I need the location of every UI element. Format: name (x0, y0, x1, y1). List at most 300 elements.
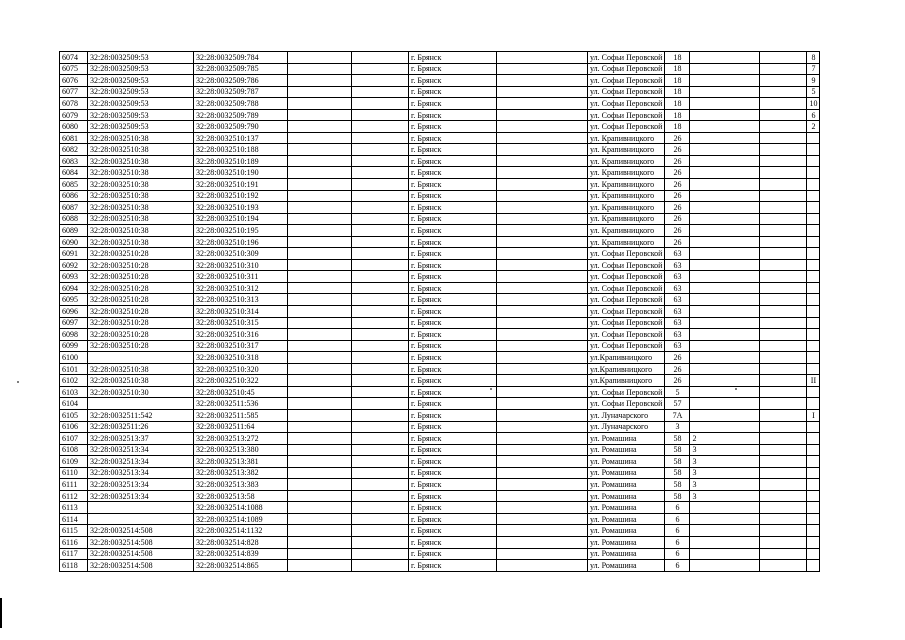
empty-cell (352, 444, 409, 456)
object-cadastral-number: 32:28:0032510:317 (194, 340, 288, 352)
empty-cell (288, 248, 352, 260)
building-cell (690, 513, 760, 525)
object-cadastral-number: 32:28:0032509:788 (194, 98, 288, 110)
parcel-cadastral-number: 32:28:0032510:38 (88, 375, 194, 387)
parcel-cadastral-number: 32:28:0032510:28 (88, 317, 194, 329)
city-cell: г. Брянск (409, 560, 497, 572)
street-cell: ул. Софьи Перовской (588, 398, 665, 410)
empty-cell (760, 271, 807, 283)
empty-cell (760, 363, 807, 375)
table-row (60, 259, 820, 271)
empty-cell (760, 398, 807, 410)
street-cell: ул. Крапивницкого (588, 179, 665, 191)
empty-cell (288, 190, 352, 202)
street-cell: ул. Софьи Перовской (588, 271, 665, 283)
empty-cell (760, 386, 807, 398)
empty-cell (352, 213, 409, 225)
flat-number-cell (807, 282, 820, 294)
city-cell: г. Брянск (409, 179, 497, 191)
object-cadastral-number: 32:28:0032510:195 (194, 225, 288, 237)
street-cell: ул. Софьи Перовской (588, 282, 665, 294)
object-cadastral-number: 32:28:0032509:786 (194, 75, 288, 87)
empty-cell (760, 375, 807, 387)
empty-cell (288, 502, 352, 514)
empty-cell (760, 155, 807, 167)
empty-cell (352, 86, 409, 98)
house-number-cell: 58 (665, 456, 690, 468)
flat-number-cell (807, 132, 820, 144)
building-cell (690, 340, 760, 352)
house-number-cell: 63 (665, 259, 690, 271)
house-number-cell: 63 (665, 294, 690, 306)
row-number: 6095 (60, 294, 88, 306)
row-number: 6103 (60, 386, 88, 398)
building-cell (690, 144, 760, 156)
empty-cell (352, 386, 409, 398)
street-cell: ул. Крапивницкого (588, 213, 665, 225)
empty-cell (760, 352, 807, 364)
empty-cell (497, 271, 588, 283)
empty-cell (497, 340, 588, 352)
row-number: 6108 (60, 444, 88, 456)
city-cell: г. Брянск (409, 317, 497, 329)
scan-speck (490, 388, 492, 390)
table-row (60, 502, 820, 514)
empty-cell (497, 398, 588, 410)
house-number-cell: 63 (665, 340, 690, 352)
building-cell: 3 (690, 479, 760, 491)
house-number-cell: 26 (665, 236, 690, 248)
city-cell: г. Брянск (409, 548, 497, 560)
empty-cell (352, 132, 409, 144)
empty-cell (352, 467, 409, 479)
house-number-cell: 7А (665, 409, 690, 421)
empty-cell (288, 306, 352, 318)
city-cell: г. Брянск (409, 433, 497, 445)
street-cell: ул. Ромашина (588, 560, 665, 572)
parcel-cadastral-number: 32:28:0032510:28 (88, 294, 194, 306)
row-number: 6094 (60, 282, 88, 294)
object-cadastral-number: 32:28:0032509:784 (194, 52, 288, 64)
parcel-cadastral-number: 32:28:0032510:38 (88, 236, 194, 248)
empty-cell (497, 444, 588, 456)
city-cell: г. Брянск (409, 467, 497, 479)
parcel-cadastral-number: 32:28:0032510:28 (88, 271, 194, 283)
row-number: 6100 (60, 352, 88, 364)
street-cell: ул. Софьи Перовской (588, 98, 665, 110)
table-row (60, 398, 820, 410)
empty-cell (288, 444, 352, 456)
empty-cell (288, 167, 352, 179)
street-cell: ул. Софьи Перовской (588, 86, 665, 98)
empty-cell (760, 525, 807, 537)
house-number-cell: 57 (665, 398, 690, 410)
empty-cell (352, 398, 409, 410)
table-row (60, 479, 820, 491)
street-cell: ул. Ромашина (588, 502, 665, 514)
empty-cell (760, 433, 807, 445)
parcel-cadastral-number: 32:28:0032510:38 (88, 155, 194, 167)
empty-cell (352, 190, 409, 202)
row-number: 6088 (60, 213, 88, 225)
flat-number-cell (807, 155, 820, 167)
property-register-table (59, 51, 820, 572)
object-cadastral-number: 32:28:0032510:310 (194, 259, 288, 271)
building-cell: 3 (690, 490, 760, 502)
row-number: 6105 (60, 409, 88, 421)
empty-cell (288, 52, 352, 64)
object-cadastral-number: 32:28:0032510:320 (194, 363, 288, 375)
house-number-cell: 26 (665, 202, 690, 214)
table-row (60, 525, 820, 537)
street-cell: ул. Крапивницкого (588, 155, 665, 167)
scan-speck (17, 381, 19, 383)
city-cell: г. Брянск (409, 444, 497, 456)
object-cadastral-number: 32:28:0032513:382 (194, 467, 288, 479)
table-row (60, 282, 820, 294)
empty-cell (497, 75, 588, 87)
house-number-cell: 58 (665, 444, 690, 456)
flat-number-cell (807, 190, 820, 202)
street-cell: ул. Софьи Перовской (588, 294, 665, 306)
empty-cell (760, 202, 807, 214)
table-row (60, 421, 820, 433)
empty-cell (352, 282, 409, 294)
house-number-cell: 63 (665, 306, 690, 318)
empty-cell (352, 167, 409, 179)
empty-cell (288, 548, 352, 560)
empty-cell (352, 179, 409, 191)
row-number: 6089 (60, 225, 88, 237)
object-cadastral-number: 32:28:0032510:191 (194, 179, 288, 191)
object-cadastral-number: 32:28:0032509:787 (194, 86, 288, 98)
row-number: 6078 (60, 98, 88, 110)
parcel-cadastral-number: 32:28:0032509:53 (88, 52, 194, 64)
parcel-cadastral-number: 32:28:0032510:38 (88, 190, 194, 202)
house-number-cell: 18 (665, 52, 690, 64)
table-row (60, 536, 820, 548)
city-cell: г. Брянск (409, 421, 497, 433)
empty-cell (760, 421, 807, 433)
empty-cell (760, 86, 807, 98)
empty-cell (760, 144, 807, 156)
empty-cell (497, 409, 588, 421)
flat-number-cell (807, 467, 820, 479)
building-cell (690, 179, 760, 191)
empty-cell (352, 109, 409, 121)
street-cell: ул. Софьи Перовской (588, 340, 665, 352)
table-row (60, 236, 820, 248)
object-cadastral-number: 32:28:0032514:839 (194, 548, 288, 560)
flat-number-cell (807, 421, 820, 433)
row-number: 6117 (60, 548, 88, 560)
city-cell: г. Брянск (409, 167, 497, 179)
empty-cell (497, 86, 588, 98)
city-cell: г. Брянск (409, 363, 497, 375)
empty-cell (352, 306, 409, 318)
empty-cell (497, 560, 588, 572)
table-row (60, 444, 820, 456)
building-cell (690, 86, 760, 98)
city-cell: г. Брянск (409, 202, 497, 214)
street-cell: ул. Крапивницкого (588, 202, 665, 214)
parcel-cadastral-number: 32:28:0032513:34 (88, 490, 194, 502)
flat-number-cell (807, 340, 820, 352)
parcel-cadastral-number: 32:28:0032513:34 (88, 456, 194, 468)
object-cadastral-number: 32:28:0032514:1132 (194, 525, 288, 537)
empty-cell (352, 513, 409, 525)
empty-cell (497, 63, 588, 75)
empty-cell (352, 340, 409, 352)
object-cadastral-number: 32:28:0032511:585 (194, 409, 288, 421)
house-number-cell: 26 (665, 352, 690, 364)
empty-cell (497, 433, 588, 445)
street-cell: ул.Крапивницкого (588, 375, 665, 387)
building-cell (690, 502, 760, 514)
flat-number-cell (807, 502, 820, 514)
empty-cell (497, 317, 588, 329)
object-cadastral-number: 32:28:0032514:865 (194, 560, 288, 572)
empty-cell (288, 155, 352, 167)
city-cell: г. Брянск (409, 225, 497, 237)
row-number: 6114 (60, 513, 88, 525)
street-cell: ул. Ромашина (588, 456, 665, 468)
building-cell (690, 536, 760, 548)
building-cell (690, 225, 760, 237)
empty-cell (760, 121, 807, 133)
object-cadastral-number: 32:28:0032510:313 (194, 294, 288, 306)
empty-cell (288, 329, 352, 341)
building-cell (690, 213, 760, 225)
parcel-cadastral-number: 32:28:0032509:53 (88, 98, 194, 110)
table-row (60, 433, 820, 445)
empty-cell (288, 282, 352, 294)
object-cadastral-number: 32:28:0032510:193 (194, 202, 288, 214)
empty-cell (497, 525, 588, 537)
house-number-cell: 63 (665, 271, 690, 283)
flat-number-cell: 2 (807, 121, 820, 133)
empty-cell (760, 132, 807, 144)
empty-cell (352, 259, 409, 271)
row-number: 6080 (60, 121, 88, 133)
flat-number-cell: 9 (807, 75, 820, 87)
empty-cell (288, 340, 352, 352)
empty-cell (497, 98, 588, 110)
empty-cell (760, 248, 807, 260)
house-number-cell: 58 (665, 433, 690, 445)
table-row (60, 329, 820, 341)
row-number: 6118 (60, 560, 88, 572)
street-cell: ул.Крапивницкого (588, 352, 665, 364)
building-cell (690, 259, 760, 271)
street-cell: ул. Софьи Перовской (588, 329, 665, 341)
object-cadastral-number: 32:28:0032510:316 (194, 329, 288, 341)
flat-number-cell (807, 317, 820, 329)
house-number-cell: 26 (665, 155, 690, 167)
city-cell: г. Брянск (409, 98, 497, 110)
empty-cell (352, 536, 409, 548)
building-cell (690, 202, 760, 214)
street-cell: ул. Софьи Перовской (588, 317, 665, 329)
building-cell (690, 398, 760, 410)
building-cell (690, 236, 760, 248)
flat-number-cell (807, 306, 820, 318)
parcel-cadastral-number: 32:28:0032514:508 (88, 536, 194, 548)
flat-number-cell (807, 352, 820, 364)
empty-cell (760, 63, 807, 75)
row-number: 6087 (60, 202, 88, 214)
flat-number-cell: 10 (807, 98, 820, 110)
table-row (60, 225, 820, 237)
house-number-cell: 18 (665, 75, 690, 87)
house-number-cell: 18 (665, 109, 690, 121)
parcel-cadastral-number: 32:28:0032510:38 (88, 213, 194, 225)
object-cadastral-number: 32:28:0032510:189 (194, 155, 288, 167)
building-cell (690, 190, 760, 202)
table-row (60, 467, 820, 479)
table-row (60, 409, 820, 421)
row-number: 6115 (60, 525, 88, 537)
object-cadastral-number: 32:28:0032510:314 (194, 306, 288, 318)
empty-cell (288, 75, 352, 87)
row-number: 6110 (60, 467, 88, 479)
object-cadastral-number: 32:28:0032514:1088 (194, 502, 288, 514)
row-number: 6091 (60, 248, 88, 260)
empty-cell (288, 179, 352, 191)
empty-cell (760, 225, 807, 237)
empty-cell (760, 536, 807, 548)
empty-cell (352, 121, 409, 133)
empty-cell (288, 467, 352, 479)
flat-number-cell: 8 (807, 52, 820, 64)
object-cadastral-number: 32:28:0032510:309 (194, 248, 288, 260)
empty-cell (760, 294, 807, 306)
empty-cell (352, 248, 409, 260)
house-number-cell: 18 (665, 86, 690, 98)
street-cell: ул. Софьи Перовской (588, 63, 665, 75)
city-cell: г. Брянск (409, 306, 497, 318)
empty-cell (352, 294, 409, 306)
table-row (60, 52, 820, 64)
street-cell: ул. Ромашина (588, 536, 665, 548)
parcel-cadastral-number: 32:28:0032509:53 (88, 86, 194, 98)
empty-cell (760, 213, 807, 225)
empty-cell (497, 236, 588, 248)
empty-cell (288, 433, 352, 445)
house-number-cell: 6 (665, 548, 690, 560)
empty-cell (352, 202, 409, 214)
building-cell (690, 329, 760, 341)
house-number-cell: 63 (665, 317, 690, 329)
row-number: 6111 (60, 479, 88, 491)
building-cell (690, 167, 760, 179)
empty-cell (497, 179, 588, 191)
empty-cell (352, 433, 409, 445)
building-cell (690, 525, 760, 537)
city-cell: г. Брянск (409, 109, 497, 121)
building-cell (690, 109, 760, 121)
empty-cell (497, 386, 588, 398)
street-cell: ул.Крапивницкого (588, 363, 665, 375)
house-number-cell: 5 (665, 386, 690, 398)
empty-cell (760, 409, 807, 421)
empty-cell (352, 236, 409, 248)
object-cadastral-number: 32:28:0032510:315 (194, 317, 288, 329)
empty-cell (760, 179, 807, 191)
city-cell: г. Брянск (409, 259, 497, 271)
empty-cell (352, 548, 409, 560)
empty-cell (352, 155, 409, 167)
row-number: 6116 (60, 536, 88, 548)
empty-cell (288, 202, 352, 214)
building-cell (690, 352, 760, 364)
row-number: 6112 (60, 490, 88, 502)
table-row (60, 548, 820, 560)
object-cadastral-number: 32:28:0032510:194 (194, 213, 288, 225)
parcel-cadastral-number: 32:28:0032510:38 (88, 132, 194, 144)
house-number-cell: 6 (665, 513, 690, 525)
parcel-cadastral-number: 32:28:0032510:38 (88, 225, 194, 237)
table-row (60, 98, 820, 110)
table-row (60, 456, 820, 468)
row-number: 6082 (60, 144, 88, 156)
street-cell: ул. Софьи Перовской (588, 75, 665, 87)
building-cell (690, 421, 760, 433)
city-cell: г. Брянск (409, 490, 497, 502)
empty-cell (352, 144, 409, 156)
table-row (60, 306, 820, 318)
empty-cell (352, 502, 409, 514)
row-number: 6106 (60, 421, 88, 433)
street-cell: ул. Ромашина (588, 513, 665, 525)
empty-cell (288, 398, 352, 410)
empty-cell (352, 560, 409, 572)
parcel-cadastral-number: 32:28:0032510:38 (88, 363, 194, 375)
empty-cell (760, 98, 807, 110)
flat-number-cell (807, 236, 820, 248)
flat-number-cell (807, 294, 820, 306)
table-row (60, 179, 820, 191)
object-cadastral-number: 32:28:0032513:380 (194, 444, 288, 456)
empty-cell (352, 490, 409, 502)
empty-cell (497, 363, 588, 375)
building-cell (690, 271, 760, 283)
parcel-cadastral-number: 32:28:0032510:28 (88, 329, 194, 341)
empty-cell (288, 86, 352, 98)
object-cadastral-number: 32:28:0032510:322 (194, 375, 288, 387)
table-row (60, 213, 820, 225)
empty-cell (288, 560, 352, 572)
empty-cell (288, 144, 352, 156)
city-cell: г. Брянск (409, 340, 497, 352)
city-cell: г. Брянск (409, 213, 497, 225)
empty-cell (352, 225, 409, 237)
flat-number-cell (807, 513, 820, 525)
empty-cell (760, 456, 807, 468)
object-cadastral-number: 32:28:0032510:312 (194, 282, 288, 294)
street-cell: ул. Софьи Перовской (588, 109, 665, 121)
street-cell: ул. Софьи Перовской (588, 386, 665, 398)
empty-cell (760, 167, 807, 179)
parcel-cadastral-number (88, 502, 194, 514)
building-cell (690, 363, 760, 375)
table-row (60, 340, 820, 352)
building-cell: 3 (690, 456, 760, 468)
city-cell: г. Брянск (409, 121, 497, 133)
row-number: 6097 (60, 317, 88, 329)
row-number: 6109 (60, 456, 88, 468)
flat-number-cell (807, 548, 820, 560)
